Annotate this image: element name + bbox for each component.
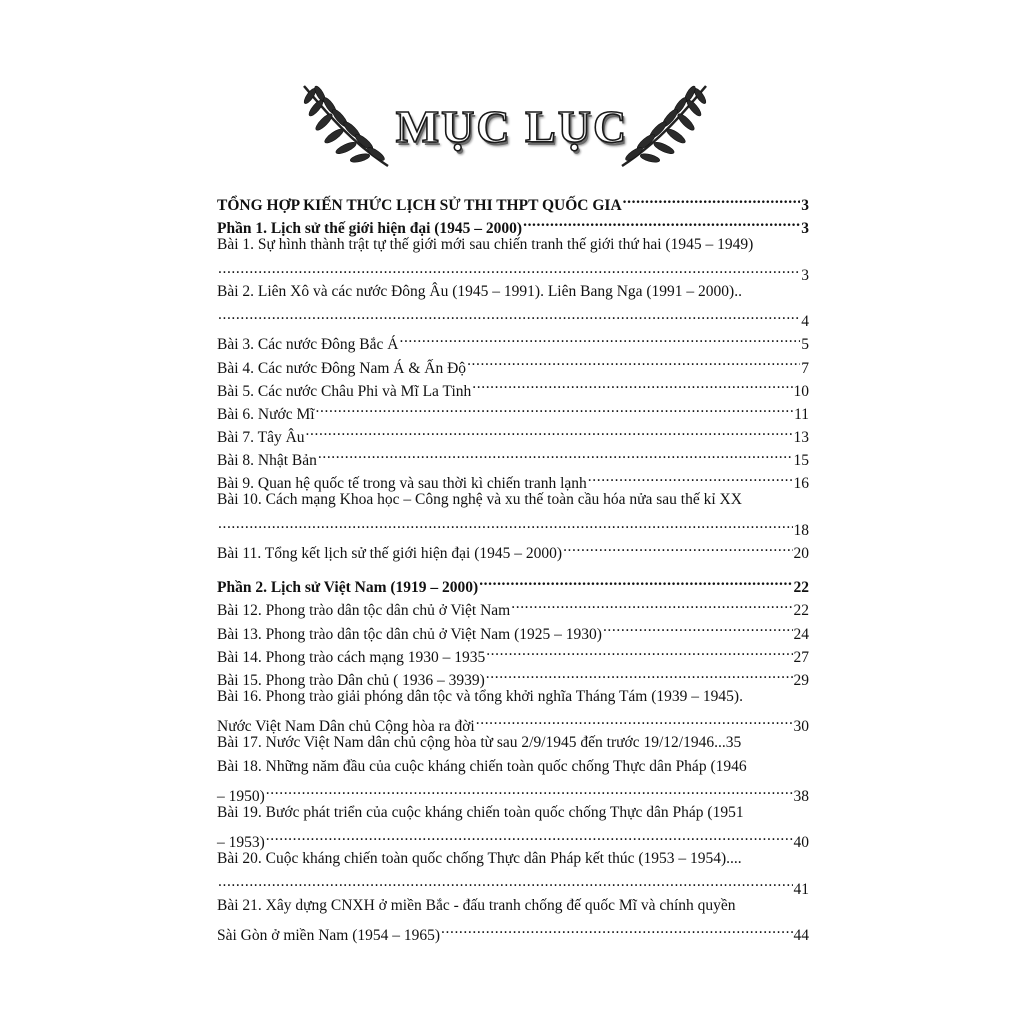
toc-page-number: 5 xyxy=(801,336,809,354)
toc-page-number: 38 xyxy=(793,787,809,805)
toc-entry-title: Bài 20. Cuộc kháng chiến toàn quốc chống Thực dân Pháp kết thúc (1953 – 1954).... xyxy=(217,850,742,868)
toc-entry-title: Phần 1. Lịch sử thế giới hiện đại (1945 – 2000) xyxy=(217,220,523,238)
toc-entry-title: – 1950) xyxy=(217,787,265,805)
toc-entry-lesson-20[interactable] xyxy=(217,847,809,870)
toc-entry-lesson-19[interactable] xyxy=(217,801,809,824)
toc-page-number: 27 xyxy=(793,648,809,666)
laurel-branch-icon xyxy=(614,82,714,172)
dot-leader xyxy=(511,592,792,615)
dot-leader xyxy=(399,326,800,349)
toc-entry-title: Bài 21. Xây dựng CNXH ở miền Bắc - đấu tranh chống đế quốc Mĩ và chính quyền xyxy=(217,896,736,914)
dot-leader xyxy=(472,373,792,396)
toc-page-number: 16 xyxy=(793,475,809,493)
toc-entry-lesson-2-continued[interactable] xyxy=(217,303,809,331)
dot-leader xyxy=(476,708,793,731)
dot-leader xyxy=(623,187,801,210)
toc-entry-lesson-7[interactable] xyxy=(217,419,809,447)
toc-entry-title: Bài 13. Phong trào dân tộc dân chủ ở Việt Nam (1925 – 1930) xyxy=(217,625,602,643)
dot-leader xyxy=(441,917,792,940)
toc-page-number: 22 xyxy=(793,602,809,620)
toc-entry-part-2[interactable] xyxy=(217,569,809,597)
toc-page-number: 3 xyxy=(801,197,809,215)
dot-leader xyxy=(218,870,793,893)
dot-leader xyxy=(523,210,800,233)
toc-page-number: 24 xyxy=(793,625,809,643)
toc-entry-title: – 1953) xyxy=(217,834,265,852)
toc-page-number: 7 xyxy=(801,359,809,377)
toc-page-number: 44 xyxy=(793,927,809,944)
toc-entry-lesson-11[interactable] xyxy=(217,535,809,562)
toc-entry-title: Bài 3. Các nước Đông Bắc Á xyxy=(217,336,399,354)
dot-leader xyxy=(479,569,792,592)
toc-page-number: 22 xyxy=(793,579,809,597)
dot-leader xyxy=(218,257,800,280)
dot-leader xyxy=(266,824,793,847)
dot-leader xyxy=(218,512,793,535)
toc-entry-lesson-1-continued[interactable] xyxy=(217,257,809,284)
toc-entry-lesson-2[interactable] xyxy=(217,280,809,303)
toc-entry-title: Bài 6. Nước Mĩ xyxy=(217,405,315,423)
toc-entry-title: Bài 10. Cách mạng Khoa học – Công nghệ và xu thế toàn cầu hóa nửa sau thế kỉ XX xyxy=(217,491,742,509)
toc-entry-lesson-19-continued[interactable] xyxy=(217,824,809,852)
toc-entry-title: Bài 4. Các nước Đông Nam Á & Ấn Độ xyxy=(217,359,467,377)
toc-page-number: 18 xyxy=(793,521,809,539)
toc-entry-title: Bài 7. Tây Âu xyxy=(217,429,305,447)
dot-leader xyxy=(316,396,794,419)
toc-entry-lesson-10[interactable] xyxy=(217,488,809,511)
toc-page-number: 35 xyxy=(725,734,742,752)
table-of-contents xyxy=(217,187,809,944)
dot-leader xyxy=(318,442,793,465)
dot-leader xyxy=(218,303,800,326)
toc-entry-title: Bài 2. Liên Xô và các nước Đông Âu (1945 – 1991). Liên Bang Nga (1991 – 2000).. xyxy=(217,282,742,300)
toc-page-number: 3 xyxy=(801,220,809,238)
toc-entry-title: Bài 15. Phong trào Dân chủ ( 1936 – 3939) xyxy=(217,671,485,689)
dot-leader xyxy=(588,465,793,488)
toc-page-number: 30 xyxy=(793,718,809,736)
toc-entry-title: Bài 19. Bước phát triển của cuộc kháng chiến toàn quốc chống Thực dân Pháp (1951 xyxy=(217,803,744,821)
toc-entry-title: Bài 17. Nước Việt Nam dân chủ cộng hòa từ sau 2/9/1945 đến trước 19/12/1946... xyxy=(217,734,726,752)
toc-entry-title: Nước Việt Nam Dân chủ Cộng hòa ra đời xyxy=(217,718,475,736)
toc-entry-lesson-16[interactable] xyxy=(217,685,809,708)
toc-entry-lesson-8[interactable] xyxy=(217,442,809,470)
dot-leader xyxy=(486,639,792,662)
toc-entry-title: Bài 9. Quan hệ quốc tế trong và sau thời kì chiến tranh lạnh xyxy=(217,475,587,493)
dot-leader xyxy=(467,349,800,372)
toc-entry-lesson-3[interactable] xyxy=(217,326,809,354)
toc-entry-title: Phần 2. Lịch sử Việt Nam (1919 – 2000) xyxy=(217,579,479,597)
dot-leader xyxy=(603,615,793,638)
toc-entry-lesson-17[interactable] xyxy=(217,731,809,754)
toc-entry-lesson-1[interactable] xyxy=(217,233,809,256)
toc-entry-title: Bài 16. Phong trào giải phóng dân tộc và tổng khởi nghĩa Tháng Tám (1939 – 1945). xyxy=(217,687,743,705)
toc-entry-title: TỔNG HỢP KIẾN THỨC LỊCH SỬ THI THPT QUỐC GIA xyxy=(217,197,622,215)
toc-page-number: 41 xyxy=(793,880,809,898)
toc-entry-lesson-21-continued[interactable] xyxy=(217,917,809,944)
toc-entry-title: Bài 8. Nhật Bản xyxy=(217,452,317,470)
toc-entry-lesson-16-continued[interactable] xyxy=(217,708,809,736)
toc-entry-title: Bài 12. Phong trào dân tộc dân chủ ở Việt Nam xyxy=(217,602,511,620)
toc-entry-lesson-18-continued[interactable] xyxy=(217,778,809,805)
toc-page-number: 15 xyxy=(793,452,809,470)
toc-page-number: 29 xyxy=(793,671,809,689)
toc-page-number: 13 xyxy=(793,429,809,447)
toc-entry-lesson-20-continued[interactable] xyxy=(217,870,809,898)
toc-page-number: 10 xyxy=(793,382,809,400)
dot-leader xyxy=(266,778,793,801)
dot-leader xyxy=(306,419,793,442)
toc-page-number: 40 xyxy=(793,834,809,852)
toc-entry-title: Sài Gòn ở miền Nam (1954 – 1965) xyxy=(217,927,441,944)
toc-page-number: 20 xyxy=(793,545,809,562)
toc-page-number: 11 xyxy=(794,405,809,423)
dot-leader xyxy=(563,535,792,558)
toc-entry-title: Bài 5. Các nước Châu Phi và Mĩ La Tinh xyxy=(217,382,472,400)
toc-page-number: 3 xyxy=(801,266,809,284)
toc-entry-lesson-18[interactable] xyxy=(217,755,809,778)
toc-entry-lesson-21[interactable] xyxy=(217,894,809,917)
toc-entry-title: Bài 1. Sự hình thành trật tự thế giới mới sau chiến tranh thế giới thứ hai (1945 – 1949) xyxy=(217,236,754,254)
toc-page-number: 4 xyxy=(801,313,809,331)
toc-entry-title: Bài 18. Những năm đầu của cuộc kháng chiến toàn quốc chống Thực dân Pháp (1946 xyxy=(217,757,747,775)
page-title: MỤC LỤC xyxy=(395,101,629,152)
dot-leader xyxy=(486,662,793,685)
toc-entry-main[interactable] xyxy=(217,187,809,215)
toc-entry-title: Bài 14. Phong trào cách mạng 1930 – 1935 xyxy=(217,648,486,666)
header xyxy=(0,82,1024,172)
toc-entry-title: Bài 11. Tổng kết lịch sử thế giới hiện đại (1945 – 2000) xyxy=(217,545,563,562)
toc-entry-lesson-10-continued[interactable] xyxy=(217,512,809,539)
